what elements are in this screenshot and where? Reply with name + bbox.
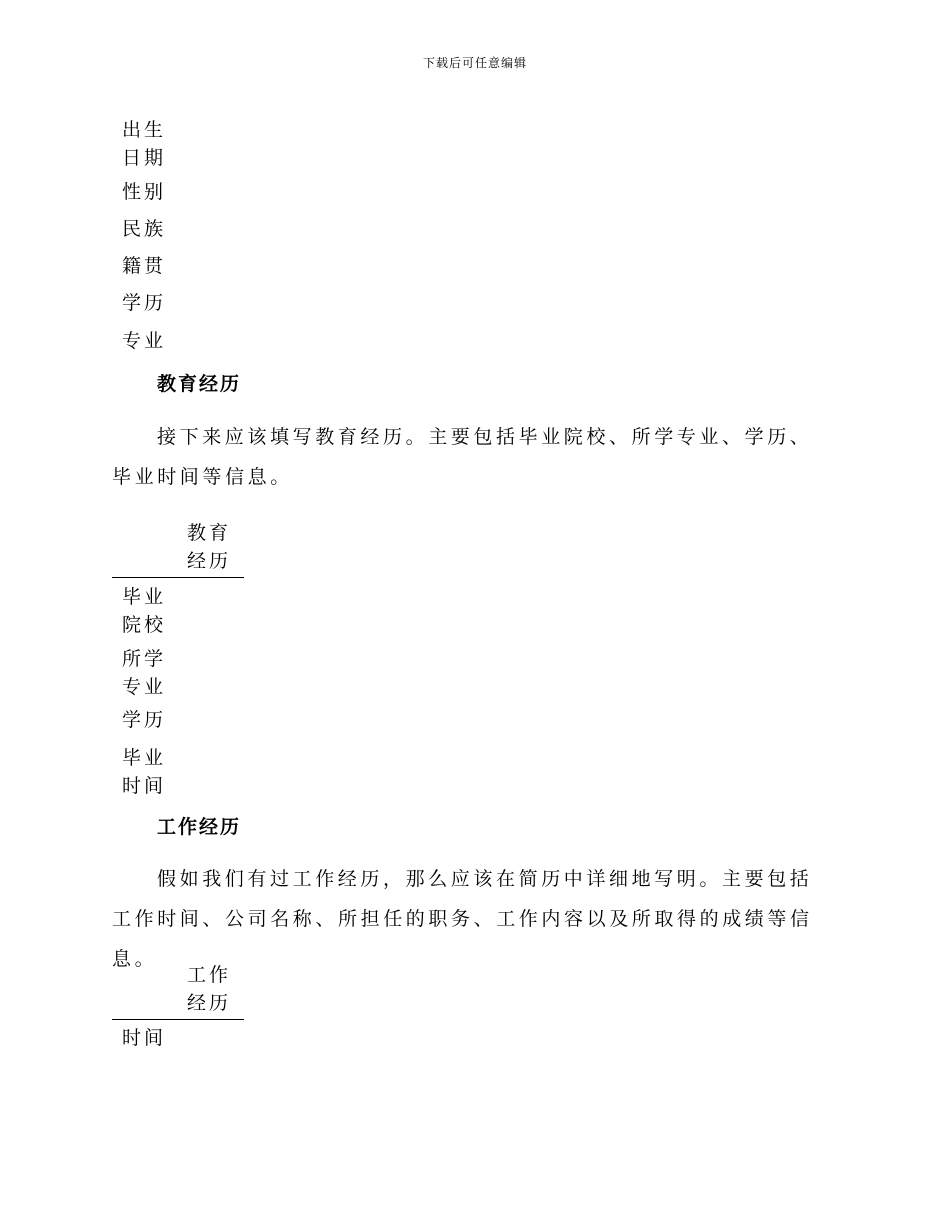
row-label-work-time: 时间 bbox=[122, 1027, 167, 1049]
work-table-header: 工作经历 bbox=[187, 964, 232, 1014]
work-heading: 工作经历 bbox=[157, 816, 242, 838]
education-heading: 教育经历 bbox=[157, 373, 242, 395]
row-label-graduated-school: 毕业院校 bbox=[122, 586, 167, 636]
row-label-gender: 性别 bbox=[122, 181, 167, 203]
page-header: 下载后可任意编辑 bbox=[422, 56, 527, 70]
education-paragraph: 接下来应该填写教育经历。主要包括毕业院校、所学专业、学历、毕业时间等信息。 bbox=[112, 426, 813, 488]
row-label-birth-date: 出生日期 bbox=[122, 119, 167, 169]
work-table-rule bbox=[112, 1019, 244, 1020]
row-label-native-place: 籍贯 bbox=[122, 255, 167, 277]
row-label-education-level: 学历 bbox=[122, 292, 167, 314]
work-paragraph: 假如我们有过工作经历，那么应该在简历中详细地写明。主要包括工作时间、公司名称、所担任的职务、工作内容以及所取得的成绩等信息。 bbox=[112, 868, 813, 970]
row-label-graduation-time: 毕业时间 bbox=[122, 747, 167, 797]
row-label-major: 专业 bbox=[122, 330, 167, 352]
education-table-rule bbox=[112, 577, 244, 578]
row-label-ethnicity: 民族 bbox=[122, 218, 167, 240]
row-label-degree: 学历 bbox=[122, 709, 167, 731]
row-label-studied-major: 所学专业 bbox=[122, 648, 167, 698]
education-table-header: 教育经历 bbox=[187, 522, 232, 572]
